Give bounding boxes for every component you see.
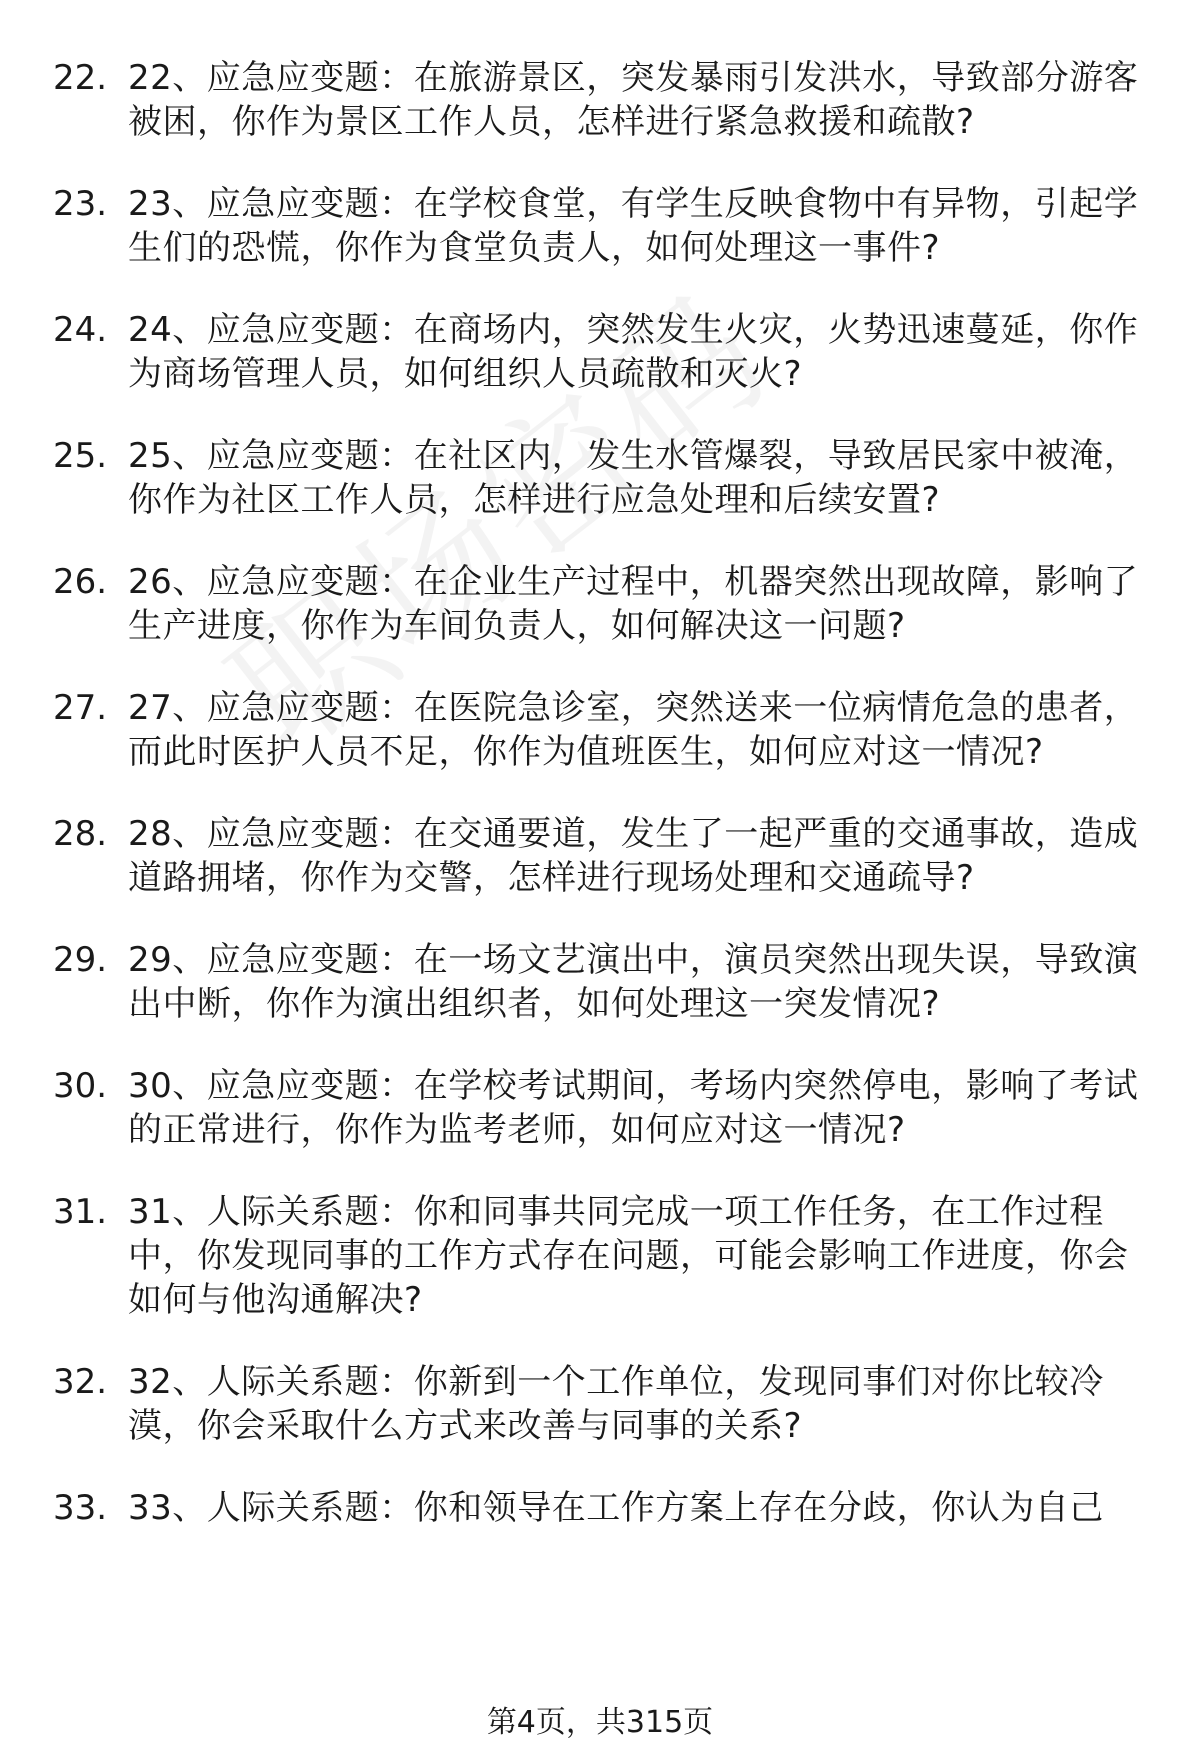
item-text: 29、应急应变题：在一场文艺演出中，演员突然出现失误，导致演出中断，你作为演出组织者，如何处理这一突发情况? <box>128 940 1139 1024</box>
item-text: 24、应急应变题：在商场内，突然发生火灾，火势迅速蔓延，你作为商场管理人员，如何组织人员疏散和灭火? <box>128 310 1139 394</box>
item-text: 22、应急应变题：在旅游景区，突发暴雨引发洪水，导致部分游客被困，你作为景区工作人员，怎样进行紧急救援和疏散? <box>128 58 1139 142</box>
item-text: 33、人际关系题：你和领导在工作方案上存在分歧，你认为自己 <box>128 1488 1104 1528</box>
list-item <box>0 686 1200 774</box>
item-number: 29. <box>53 940 108 980</box>
item-number: 23. <box>53 184 108 224</box>
item-text: 27、应急应变题：在医院急诊室，突然送来一位病情危急的患者，而此时医护人员不足，你作为值班医生，如何应对这一情况? <box>128 688 1139 772</box>
item-number: 28. <box>53 814 108 854</box>
item-number: 27. <box>53 688 108 728</box>
list-item <box>0 182 1200 270</box>
list-item <box>0 1486 1200 1530</box>
list-item <box>0 1064 1200 1152</box>
list-item <box>0 812 1200 900</box>
item-text: 32、人际关系题：你新到一个工作单位，发现同事们对你比较冷漠，你会采取什么方式来改善与同事的关系? <box>128 1362 1104 1446</box>
item-number: 24. <box>53 310 108 350</box>
item-text: 31、人际关系题：你和同事共同完成一项工作任务，在工作过程中，你发现同事的工作方式存在问题，可能会影响工作进度，你会如何与他沟通解决? <box>128 1192 1129 1320</box>
item-text: 26、应急应变题：在企业生产过程中，机器突然出现故障，影响了生产进度，你作为车间负责人，如何解决这一问题? <box>128 562 1139 646</box>
item-text: 25、应急应变题：在社区内，发生水管爆裂，导致居民家中被淹，你作为社区工作人员，怎样进行应急处理和后续安置? <box>128 436 1139 520</box>
list-item <box>0 560 1200 648</box>
list-item <box>0 56 1200 144</box>
question-list <box>0 56 1200 1568</box>
list-item <box>0 938 1200 1026</box>
item-number: 22. <box>53 58 108 98</box>
item-number: 33. <box>53 1488 108 1528</box>
item-text: 23、应急应变题：在学校食堂，有学生反映食物中有异物，引起学生们的恐慌，你作为食堂负责人，如何处理这一事件? <box>128 184 1139 268</box>
list-item <box>0 1360 1200 1448</box>
list-item <box>0 308 1200 396</box>
list-item <box>0 1190 1200 1322</box>
item-number: 32. <box>53 1362 108 1402</box>
page-footer: 第4页，共315页 <box>486 1705 714 1740</box>
item-number: 31. <box>53 1192 108 1232</box>
item-number: 25. <box>53 436 108 476</box>
item-number: 26. <box>53 562 108 602</box>
item-number: 30. <box>53 1066 108 1106</box>
list-item <box>0 434 1200 522</box>
item-text: 28、应急应变题：在交通要道，发生了一起严重的交通事故，造成道路拥堵，你作为交警，怎样进行现场处理和交通疏导? <box>128 814 1139 898</box>
item-text: 30、应急应变题：在学校考试期间，考场内突然停电，影响了考试的正常进行，你作为监考老师，如何应对这一情况? <box>128 1066 1139 1150</box>
